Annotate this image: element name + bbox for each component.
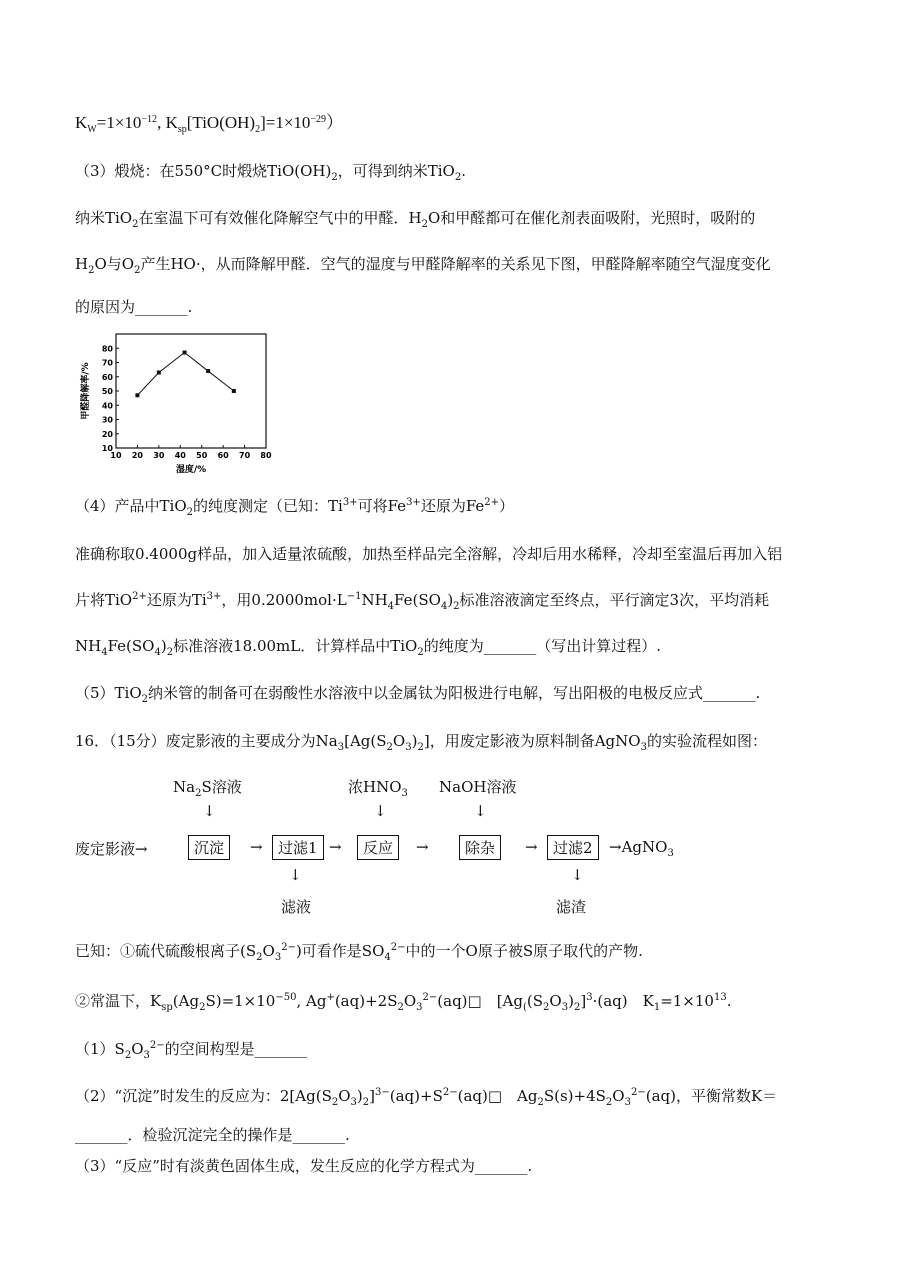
- text: 4: [384, 952, 391, 963]
- text: 3: [337, 742, 345, 753]
- text: +: [326, 992, 335, 1003]
- question-4: [75, 495, 514, 518]
- down-arrow-icon: ↓: [289, 866, 302, 884]
- flow-box-filter-1: 过滤1: [272, 835, 324, 860]
- text: 3: [561, 1002, 569, 1013]
- text: , Ag: [296, 992, 327, 1010]
- text: 的原因为_______.: [75, 298, 193, 316]
- text: 2: [199, 1002, 206, 1013]
- text: S)=1×10: [205, 992, 276, 1010]
- x-tick-label: 20: [131, 451, 143, 460]
- question-4-line-3: [75, 589, 769, 612]
- text: 2: [537, 1097, 544, 1108]
- text: 2: [331, 172, 338, 183]
- text: 2: [255, 124, 261, 135]
- text: 纳米TiO: [75, 209, 133, 227]
- text: .: [726, 992, 732, 1010]
- text: 3+: [206, 591, 222, 602]
- question-4-line-4: [75, 635, 661, 658]
- text: K: [75, 113, 88, 132]
- flow-output-filtrate: 滤液: [281, 898, 312, 916]
- flow-box-precipitate: 沉淀: [188, 835, 230, 860]
- flow-box-purify: 除杂: [459, 835, 501, 860]
- text: 2: [421, 219, 428, 230]
- text: 2: [397, 1002, 404, 1013]
- text: S(s)+4S: [543, 1087, 606, 1105]
- text: 3: [350, 1097, 357, 1108]
- text: ): [568, 992, 574, 1010]
- y-tick-label: 80: [101, 344, 113, 354]
- text: 3+: [406, 497, 421, 508]
- text: −50: [275, 992, 297, 1003]
- x-tick-label: 70: [239, 451, 251, 460]
- text: 3: [405, 742, 412, 753]
- text: ]: [580, 992, 587, 1010]
- text: O: [262, 942, 275, 960]
- text: 2: [141, 694, 149, 705]
- text: 2: [362, 1097, 370, 1108]
- y-tick-label: 30: [101, 415, 113, 425]
- text: H: [75, 255, 89, 273]
- text: 2: [417, 647, 424, 658]
- text: （3）煅烧：在550°C时煅烧TiO(OH): [75, 162, 332, 180]
- text: 纳米管的制备可在弱酸性水溶液中以金属钛为阳极进行电解，写出阳极的电极反应式_______.: [148, 684, 761, 702]
- text: ，用0.2000mol·L: [221, 591, 347, 609]
- text: 2−: [390, 942, 406, 953]
- text: O: [612, 1087, 625, 1105]
- y-tick-label: 20: [101, 429, 113, 439]
- text: .: [461, 162, 466, 180]
- flow-reagent-naoh: [439, 776, 516, 797]
- text: 2: [124, 1050, 132, 1061]
- text: 标准溶液18.00mL．计算样品中TiO: [173, 637, 418, 655]
- text: [Ag(S: [344, 732, 387, 750]
- flow-output-residue: 滤渣: [556, 898, 587, 916]
- text: 的纯度测定（已知：Ti: [193, 497, 343, 515]
- text: =1×10: [96, 113, 142, 132]
- text: ·(aq) K: [592, 992, 654, 1010]
- text: 已知：①硫代硫酸根离子(S: [75, 942, 257, 960]
- text: 13: [713, 992, 727, 1003]
- text: →AgNO: [609, 838, 668, 856]
- text: 3: [274, 952, 282, 963]
- right-arrow-icon: →: [250, 838, 263, 856]
- text: 还原为Ti: [146, 591, 207, 609]
- text: O: [392, 732, 406, 750]
- x-tick-label: 30: [153, 451, 165, 460]
- down-arrow-icon: ↓: [474, 802, 487, 820]
- text: (aq)+S: [389, 1087, 443, 1105]
- text: 3: [624, 1097, 631, 1108]
- y-tick-label: 50: [101, 387, 113, 396]
- plot-frame: [116, 334, 266, 448]
- text: （2）“沉淀”时发生的反应为：2[Ag(S: [75, 1087, 332, 1105]
- text: 标准溶液滴定至终点，平行滴定3次，平均消耗: [459, 591, 770, 609]
- text: (aq)+2S: [334, 992, 398, 1010]
- text: ): [411, 732, 418, 750]
- text: O: [403, 992, 417, 1010]
- text: （3）“反应”时有淡黄色固体生成，发生反应的化学方程式为_______.: [75, 1157, 533, 1175]
- text: (S: [526, 992, 544, 1010]
- text: ]=1×10: [260, 113, 311, 132]
- paragraph-line-3: [75, 296, 192, 317]
- text: 2: [386, 742, 393, 753]
- text: NH: [361, 591, 388, 609]
- text: O: [338, 1087, 351, 1105]
- flow-reagent-hno3: [348, 776, 408, 799]
- text: 2−: [630, 1087, 646, 1098]
- text: W: [87, 124, 97, 135]
- text: O和甲醛都可在催化剂表面吸附，光照时，吸附的: [427, 209, 756, 227]
- y-tick-label: 60: [101, 372, 113, 382]
- text: (aq)□ Ag: [457, 1087, 538, 1105]
- flow-start: 废定影液→: [75, 840, 148, 858]
- text: ，可得到纳米TiO: [337, 162, 455, 180]
- down-arrow-icon: ↓: [374, 802, 387, 820]
- kw-ksp-line: [75, 108, 343, 135]
- text: S溶液: [201, 778, 242, 796]
- text: 产生HO·，从而降解甲醛．空气的湿度与甲醛降解率的关系见下图，甲醛降解率随空气湿度变化: [140, 255, 771, 273]
- x-tick-label: 50: [196, 451, 208, 460]
- text: 4: [101, 647, 108, 658]
- flow-box-filter-2: 过滤2: [547, 835, 599, 860]
- text: 2: [605, 1097, 613, 1108]
- down-arrow-icon: ↓: [203, 802, 216, 820]
- x-tick-label: 10: [110, 451, 122, 460]
- text: 4: [387, 601, 395, 612]
- text: ）: [499, 497, 515, 515]
- text: 16．（15分）废定影液的主要成分为Na: [75, 732, 338, 750]
- text: 3: [667, 848, 674, 859]
- series-line: [137, 353, 233, 396]
- paragraph-line-2: [75, 253, 771, 276]
- x-axis-label: 湿度/%: [175, 465, 207, 475]
- text: （4）产品中TiO: [75, 497, 187, 515]
- sub-question-1: [75, 1038, 307, 1061]
- text: ): [356, 1087, 363, 1105]
- text: 中的一个O原子被S原子取代的产物.: [405, 942, 643, 960]
- text: 2: [88, 265, 95, 276]
- question-3: [75, 160, 466, 183]
- data-point: [157, 370, 161, 374]
- text: NaOH溶液: [439, 778, 517, 796]
- right-arrow-icon: →: [329, 838, 342, 856]
- text: 2−: [442, 1087, 458, 1098]
- text: ）: [326, 113, 344, 132]
- text: −1: [346, 591, 362, 602]
- text: (: [523, 1002, 527, 1013]
- text: ): [447, 591, 454, 609]
- text: 3+: [342, 497, 358, 508]
- text: _______．检验沉淀完全的操作是_______.: [75, 1126, 350, 1144]
- text: (aq)，平衡常数K＝: [645, 1087, 778, 1105]
- text: 2+: [132, 591, 147, 602]
- text: 2: [195, 788, 202, 799]
- down-arrow-icon: ↓: [571, 866, 584, 884]
- text: O: [131, 1040, 144, 1058]
- text: O与O: [94, 255, 135, 273]
- text: [TiO(OH): [186, 113, 256, 132]
- text: 2: [256, 952, 263, 963]
- humidity-degradation-chart: [76, 328, 276, 478]
- text: 4: [440, 601, 448, 612]
- paragraph-line-1: [75, 207, 755, 230]
- data-point: [232, 389, 236, 393]
- known-2: [75, 990, 731, 1013]
- sub-question-3: [75, 1155, 532, 1176]
- text: sp: [161, 1002, 173, 1013]
- data-point: [183, 351, 187, 355]
- x-tick-label: 80: [260, 451, 272, 460]
- text: 的实验流程如图：: [646, 732, 767, 750]
- text: 1: [653, 1002, 661, 1013]
- text: 在室温下可有效催化降解空气中的甲醛．H: [138, 209, 422, 227]
- text: 2−: [281, 942, 296, 953]
- text: 4: [154, 647, 161, 658]
- text: (Ag: [172, 992, 200, 1010]
- text: 2: [132, 219, 139, 230]
- flow-reagent-na2s: [173, 776, 242, 799]
- text: , K: [157, 113, 178, 132]
- text: 2: [573, 1002, 581, 1013]
- text: 2: [453, 601, 460, 612]
- y-axis-label: 甲醛降解率/%: [81, 362, 91, 420]
- text: 2: [543, 1002, 550, 1013]
- sub-question-2: [75, 1085, 777, 1108]
- text: 2: [186, 507, 194, 518]
- text: 2+: [484, 497, 500, 508]
- x-tick-label: 60: [217, 451, 229, 460]
- text: 2: [166, 647, 174, 658]
- text: 3: [586, 992, 593, 1003]
- data-point: [135, 393, 139, 397]
- question-16: [75, 730, 767, 753]
- y-tick-label: 70: [101, 358, 113, 368]
- data-point: [206, 369, 210, 373]
- text: （5）TiO: [75, 684, 142, 702]
- text: 的空间构型是_______: [164, 1040, 308, 1058]
- text: (aq)□ [Ag: [437, 992, 523, 1010]
- known-1: [75, 940, 643, 963]
- text: O: [549, 992, 562, 1010]
- sub-question-2-line-2: [75, 1124, 350, 1145]
- text: 浓HNO: [348, 778, 402, 796]
- text: 3: [143, 1050, 150, 1061]
- text: 2: [454, 172, 462, 183]
- text: Na: [173, 778, 196, 796]
- text: 2: [331, 1097, 339, 1108]
- text: =1×10: [660, 992, 714, 1010]
- right-arrow-icon: →: [416, 838, 429, 856]
- text: ): [160, 637, 167, 655]
- text: 3: [640, 742, 647, 753]
- text: 2−: [422, 992, 438, 1003]
- text: )可看作是SO: [295, 942, 385, 960]
- text: Fe(SO: [107, 637, 155, 655]
- text: −29: [310, 114, 327, 125]
- flow-product: [609, 838, 674, 859]
- y-tick-label: 40: [101, 401, 113, 411]
- text: 3: [401, 788, 408, 799]
- text: sp: [177, 124, 187, 135]
- text: −12: [141, 114, 158, 125]
- text: 2−: [149, 1040, 165, 1051]
- text: 2: [417, 742, 424, 753]
- text: ②常温下，K: [75, 992, 162, 1010]
- text: ]，用废定影液为原料制备AgNO: [423, 732, 641, 750]
- question-5: [75, 682, 760, 705]
- text: Fe(SO: [394, 591, 441, 609]
- text: 3−: [375, 1087, 390, 1098]
- text: 的纯度为_______（写出计算过程）.: [423, 637, 661, 655]
- text: （1）S: [75, 1040, 125, 1058]
- text: 还原为Fe: [420, 497, 485, 515]
- question-4-line-2: [75, 543, 782, 564]
- text: ]: [369, 1087, 375, 1105]
- text: 片将TiO: [75, 591, 133, 609]
- text: 3: [416, 1002, 423, 1013]
- text: 可将Fe: [357, 497, 407, 515]
- right-arrow-icon: →: [525, 838, 538, 856]
- text: 2: [134, 265, 141, 276]
- text: NH: [75, 637, 102, 655]
- flow-box-reaction: 反应: [357, 835, 399, 860]
- y-tick-label: 10: [101, 444, 113, 453]
- text: 准确称取0.4000g样品，加入适量浓硫酸，加热至样品完全溶解，冷却后用水稀释，冷却至室温后再加入铝: [75, 545, 783, 563]
- x-tick-label: 40: [174, 451, 186, 460]
